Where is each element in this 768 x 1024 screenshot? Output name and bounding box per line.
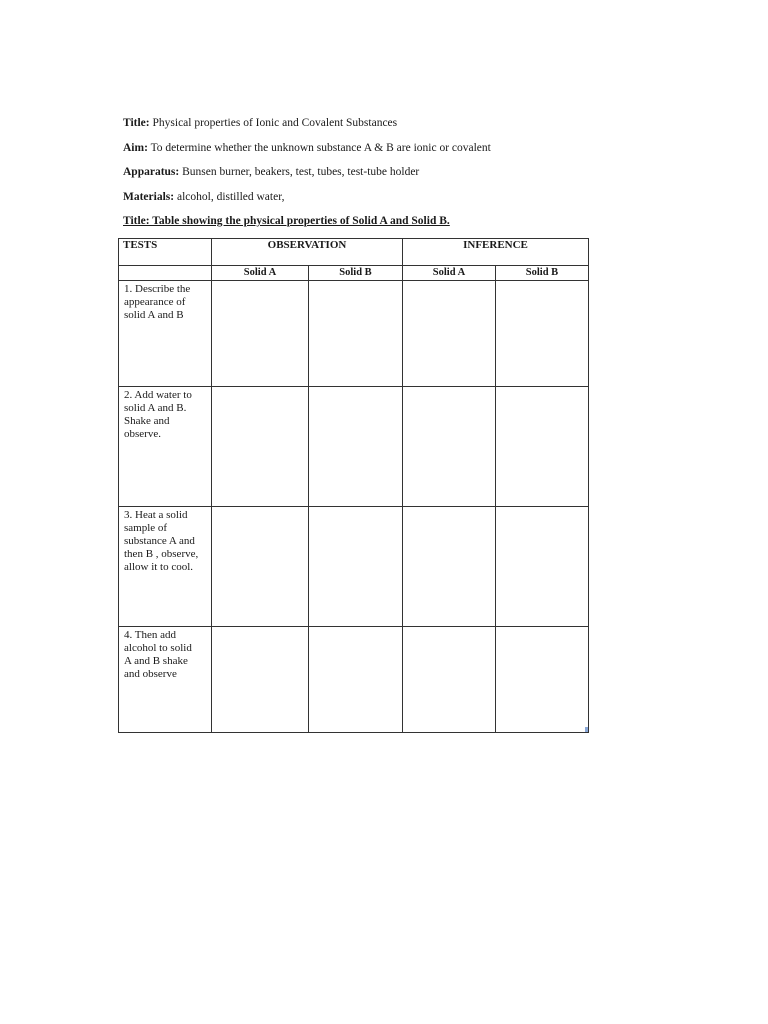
inf-solid-a-cell xyxy=(403,387,496,507)
corner-mark xyxy=(585,727,588,732)
obs-solid-a-cell xyxy=(212,507,309,627)
test-description: 3. Heat a solid sample of substance A and then B , observe, allow it to cool. xyxy=(124,509,199,573)
apparatus-line xyxy=(123,165,419,179)
inf-solid-a-cell xyxy=(403,281,496,387)
obs-solid-b-cell xyxy=(309,387,403,507)
table-title: Title: Table showing the physical properties of Solid A and Solid B. xyxy=(123,215,450,227)
subheader-empty xyxy=(119,266,212,281)
obs-solid-b-cell xyxy=(309,281,403,387)
title-value: Physical properties of Ionic and Covalent Substances xyxy=(149,117,398,129)
apparatus-label: Apparatus: xyxy=(123,166,180,178)
subheader-obs-solid-b: Solid B xyxy=(309,266,403,281)
title-label: Title: xyxy=(123,117,150,129)
header-tests: TESTS xyxy=(119,239,212,266)
table-subheader-row xyxy=(119,266,589,281)
materials-label: Materials: xyxy=(123,191,175,203)
header-observation: OBSERVATION xyxy=(212,239,403,266)
inf-solid-b-cell xyxy=(496,627,589,733)
table-row xyxy=(119,281,589,387)
properties-table xyxy=(118,238,589,733)
materials-value: alcohol, distilled water, xyxy=(174,191,285,203)
inf-solid-b-cell xyxy=(496,507,589,627)
apparatus-value: Bunsen burner, beakers, test, tubes, test-tube holder xyxy=(179,166,420,178)
test-description: 2. Add water to solid A and B. Shake and observe. xyxy=(124,389,192,440)
aim-line xyxy=(123,141,491,155)
subheader-inf-solid-a: Solid A xyxy=(403,266,496,281)
obs-solid-a-cell xyxy=(212,281,309,387)
inf-solid-b-cell xyxy=(496,387,589,507)
table-row xyxy=(119,627,589,733)
obs-solid-a-cell xyxy=(212,627,309,733)
test-cell xyxy=(119,387,212,507)
test-cell xyxy=(119,507,212,627)
test-cell xyxy=(119,627,212,733)
table-header-row xyxy=(119,239,589,266)
inf-solid-a-cell xyxy=(403,627,496,733)
test-description: 4. Then add alcohol to solid A and B shake and observe xyxy=(124,629,192,680)
subheader-obs-solid-a: Solid A xyxy=(212,266,309,281)
table-row xyxy=(119,507,589,627)
inf-solid-a-cell xyxy=(403,507,496,627)
doc-title-line xyxy=(123,116,397,130)
obs-solid-b-cell xyxy=(309,627,403,733)
obs-solid-b-cell xyxy=(309,507,403,627)
obs-solid-a-cell xyxy=(212,387,309,507)
table-row xyxy=(119,387,589,507)
materials-line xyxy=(123,190,284,204)
test-description: 1. Describe the appearance of solid A and B xyxy=(124,283,191,321)
header-inference: INFERENCE xyxy=(403,239,589,266)
inf-solid-b-cell xyxy=(496,281,589,387)
aim-label: Aim: xyxy=(123,142,148,154)
aim-value: To determine whether the unknown substance A & B are ionic or covalent xyxy=(147,142,491,154)
test-cell xyxy=(119,281,212,387)
subheader-inf-solid-b: Solid B xyxy=(496,266,589,281)
